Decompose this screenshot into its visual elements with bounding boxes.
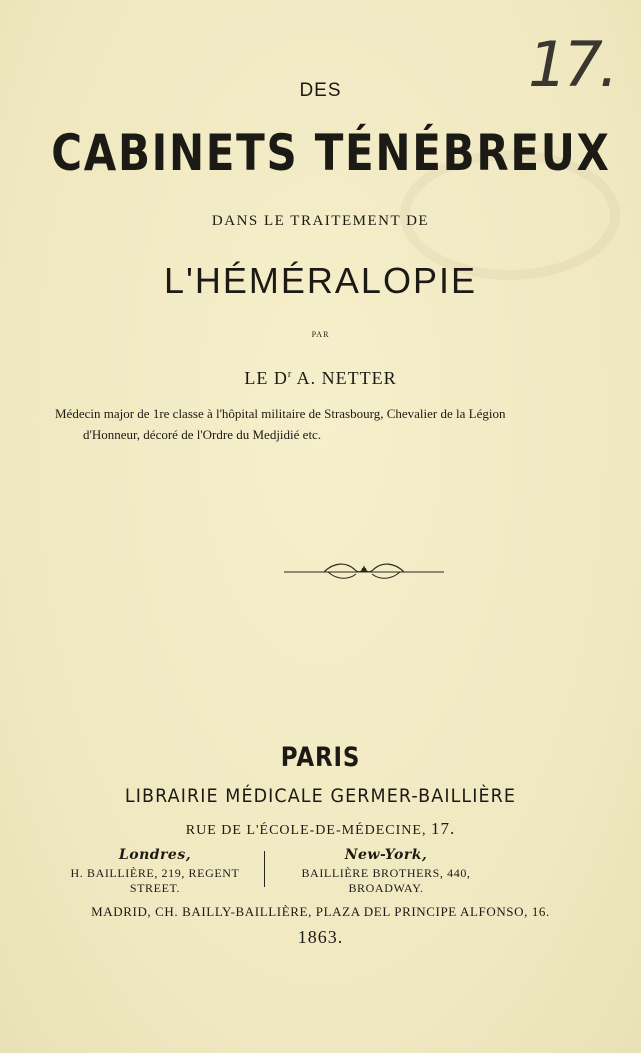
publication-year: 1863.: [297, 927, 344, 947]
street-name: RUE DE L'ÉCOLE-DE-MÉDECINE,: [185, 823, 431, 838]
author-line: [0, 368, 641, 389]
newyork-office: [271, 847, 501, 896]
newyork-city: New-York,: [344, 847, 428, 863]
publisher-street: [0, 819, 641, 839]
credentials-line-2: d'Honneur, décoré de l'Ordre du Medjidié etc.: [83, 427, 322, 442]
title-des: DES: [299, 80, 342, 101]
london-address: H. BAILLIÈRE, 219, REGENT STREET.: [70, 866, 240, 895]
author-name: A. NETTER: [292, 368, 397, 388]
street-number: 17.: [430, 819, 456, 838]
london-office: [45, 847, 265, 896]
author-prefix: LE D: [244, 368, 288, 388]
credentials-line-1: Médecin major de 1re classe à l'hôpital militaire de Strasbourg, Chevalier de la Légion: [55, 406, 506, 421]
subtitle: DANS LE TRAITEMENT DE: [211, 213, 430, 229]
shelfmark: 17.: [528, 28, 615, 101]
publisher: LIBRAIRIE MÉDICALE GERMER-BAILLIÈRE: [124, 785, 517, 807]
main-title: CABINETS TÉNÉBREUX: [51, 124, 611, 182]
newyork-address: BAILLIÈRE BROTHERS, 440, BROADWAY.: [301, 866, 471, 895]
branch-offices: [0, 847, 641, 897]
london-city: Londres,: [118, 847, 192, 863]
ornament-divider-icon: [284, 557, 444, 583]
madrid-office: MADRID, CH. BAILLY-BAILLIÈRE, PLAZA DEL PRINCIPE ALFONSO, 16.: [91, 904, 550, 919]
column-divider: [264, 851, 265, 887]
author-credentials: [55, 403, 590, 445]
par-label: PAR: [311, 330, 330, 339]
author-sup: r: [287, 369, 293, 380]
imprint-city: PARIS: [280, 742, 361, 773]
disease-title: L'HÉMÉRALOPIE: [164, 260, 477, 301]
